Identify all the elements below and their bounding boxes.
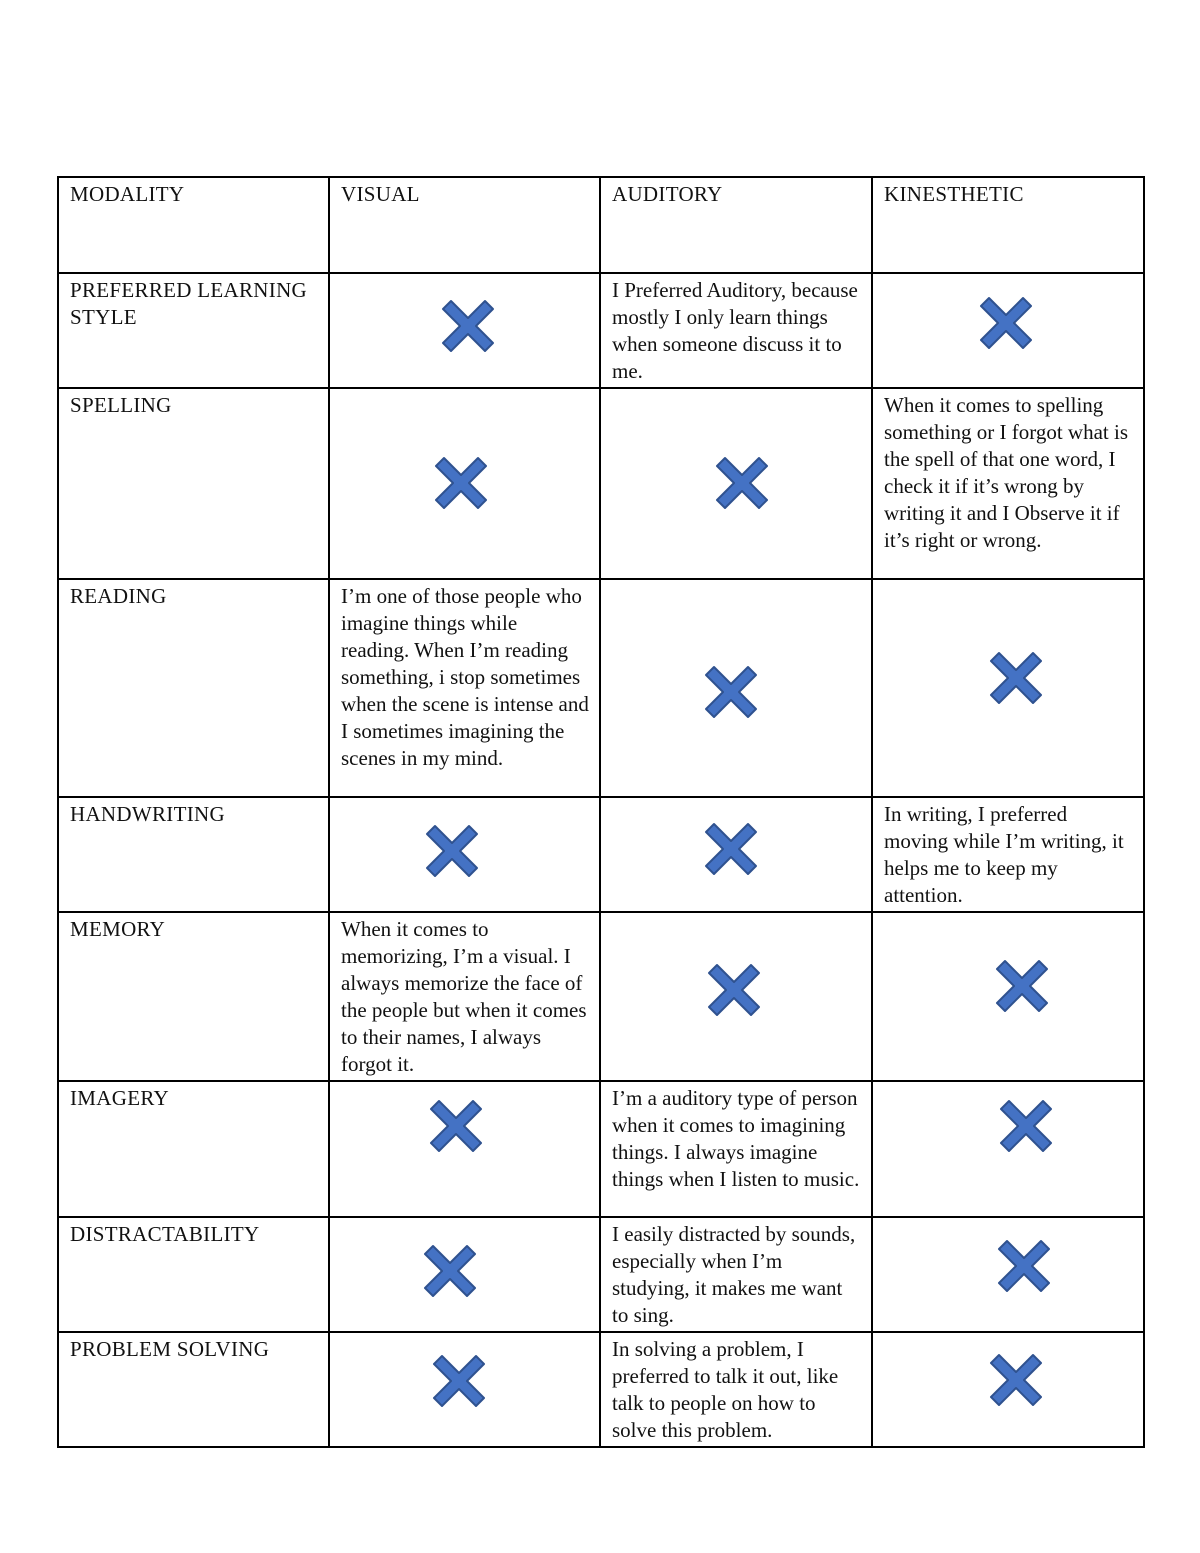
kinesthetic-cell [872,579,1144,797]
header-kinesthetic: KINESTHETIC [872,177,1144,273]
table-row [58,273,1144,388]
header-row [58,177,1144,273]
x-mark-icon [704,663,758,721]
x-mark-icon [995,957,1049,1015]
header-visual: VISUAL [329,177,600,273]
visual-cell [329,797,600,912]
kinesthetic-cell [872,1081,1144,1217]
x-mark-icon [999,1097,1053,1155]
visual-cell: I’m one of those people who imagine things while reading. When I’m reading something, i stop sometimes when the scene is intense and I sometimes imagining the scenes in my mind. [329,579,600,797]
auditory-cell: In solving a problem, I preferred to talk it out, like talk to people on how to solve this problem. [600,1332,872,1447]
kinesthetic-cell [872,1332,1144,1447]
table-row [58,797,1144,912]
x-mark-icon [989,649,1043,707]
kinesthetic-cell [872,1217,1144,1332]
x-mark-icon [707,961,761,1019]
auditory-cell [600,797,872,912]
row-label: DISTRACTABILITY [58,1217,329,1332]
x-mark-icon [432,1352,486,1410]
kinesthetic-cell: In writing, I preferred moving while I’m writing, it helps me to keep my attention. [872,797,1144,912]
modality-table [57,176,1145,1448]
header-auditory: AUDITORY [600,177,872,273]
table-row [58,1332,1144,1447]
visual-cell [329,273,600,388]
auditory-cell [600,579,872,797]
table-row [58,912,1144,1081]
table-row [58,1217,1144,1332]
row-label: MEMORY [58,912,329,1081]
row-label: PROBLEM SOLVING [58,1332,329,1447]
header-modality: MODALITY [58,177,329,273]
visual-cell: When it comes to memorizing, I’m a visual. I always memorize the face of the people but when it comes to their names, I always forgot it. [329,912,600,1081]
table-row [58,1081,1144,1217]
x-mark-icon [441,297,495,355]
visual-cell [329,1217,600,1332]
x-mark-icon [425,822,479,880]
auditory-cell [600,912,872,1081]
kinesthetic-cell [872,273,1144,388]
table-row [58,388,1144,579]
row-label: IMAGERY [58,1081,329,1217]
row-label: PREFERRED LEARNING STYLE [58,273,329,388]
kinesthetic-cell [872,912,1144,1081]
x-mark-icon [715,454,769,512]
auditory-cell [600,388,872,579]
x-mark-icon [434,454,488,512]
visual-cell [329,1081,600,1217]
x-mark-icon [423,1242,477,1300]
row-label: READING [58,579,329,797]
auditory-cell: I easily distracted by sounds, especially when I’m studying, it makes me want to sing. [600,1217,872,1332]
x-mark-icon [989,1351,1043,1409]
kinesthetic-cell: When it comes to spelling something or I forgot what is the spell of that one word, I check it if it’s wrong by writing it and I Observe it if it’s right or wrong. [872,388,1144,579]
auditory-cell: I’m a auditory type of person when it comes to imagining things. I always imagine things when I listen to music. [600,1081,872,1217]
visual-cell [329,1332,600,1447]
row-label: HANDWRITING [58,797,329,912]
row-label: SPELLING [58,388,329,579]
visual-cell [329,388,600,579]
x-mark-icon [979,294,1033,352]
table-row [58,579,1144,797]
x-mark-icon [997,1237,1051,1295]
x-mark-icon [429,1097,483,1155]
auditory-cell: I Preferred Auditory, because mostly I only learn things when someone discuss it to me. [600,273,872,388]
x-mark-icon [704,820,758,878]
